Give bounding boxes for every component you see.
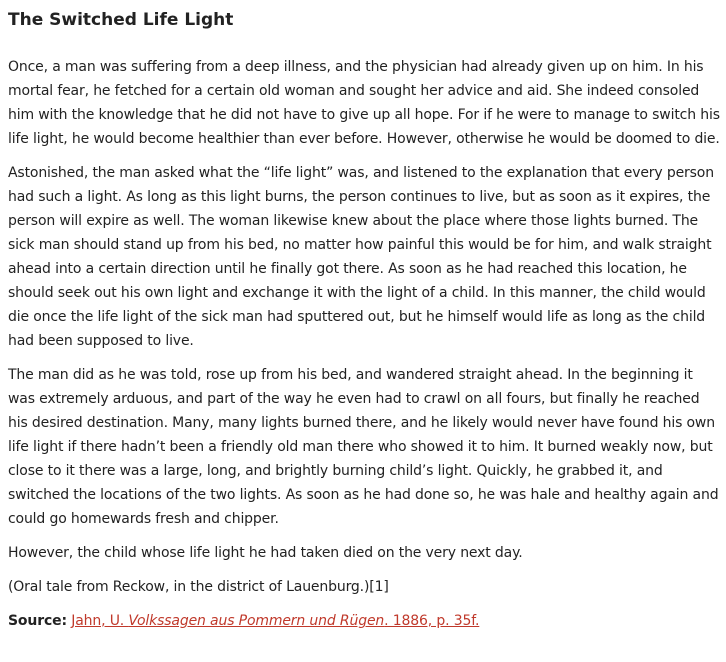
story-paragraph-4: However, the child whose life light he had taken died on the very next day. bbox=[8, 545, 523, 561]
source-book-title: Volkssagen aus Pommern und Rügen bbox=[128, 613, 385, 629]
page-title: The Switched Life Light bbox=[8, 10, 234, 30]
source-label: Source: bbox=[8, 613, 67, 629]
story-paragraph-3: The man did as he was told, rose up from his bed, and wandered straight ahead. In the beginning it was extremely arduous, and part of the way he even had to crawl on all fours, but finally he reached his desired destination. Many, many lights burned there, and he likely would never have found his own life light if there hadn’t been a friendly old man there who showed it to him. It burned weakly now, but close to it there was a large, long, and brightly burning child’s light. Quickly, he grabbed it, and switched the locations of the two lights. As soon as he had done so, he was hale and healthy again and could go homewards fresh and chipper. bbox=[8, 367, 719, 527]
source-author: Jahn, U. bbox=[71, 613, 129, 629]
document-page bbox=[8, 8, 720, 633]
source-citation: . 1886, p. 35f. bbox=[384, 613, 480, 629]
story-paragraph-1: Once, a man was suffering from a deep illness, and the physician had already given up on him. In his mortal fear, he fetched for a certain old woman and sought her advice and aid. She indeed consoled him with the knowledge that he did not have to give up all hope. For if he were to manage to switch his life light, he would become healthier than ever before. However, otherwise he would be doomed to die. bbox=[8, 59, 720, 147]
story-paragraph-5: (Oral tale from Reckow, in the district of Lauenburg.)[1] bbox=[8, 579, 389, 595]
source-link[interactable] bbox=[71, 613, 479, 629]
story-paragraph-2: Astonished, the man asked what the “life light” was, and listened to the explanation that every person had such a light. As long as this light burns, the person continues to live, but as soon as it expires, the person will expire as well. The woman likewise knew about the place where those lights burned. The sick man should stand up from his bed, no matter how painful this would be for him, and walk straight ahead into a certain direction until he finally got there. As soon as he had reached this location, he should seek out his own light and exchange it with the light of a child. In this manner, the child would die once the life light of the sick man had sputtered out, but he himself would life as long as the child had been supposed to live. bbox=[8, 165, 714, 349]
source-line bbox=[8, 609, 720, 633]
